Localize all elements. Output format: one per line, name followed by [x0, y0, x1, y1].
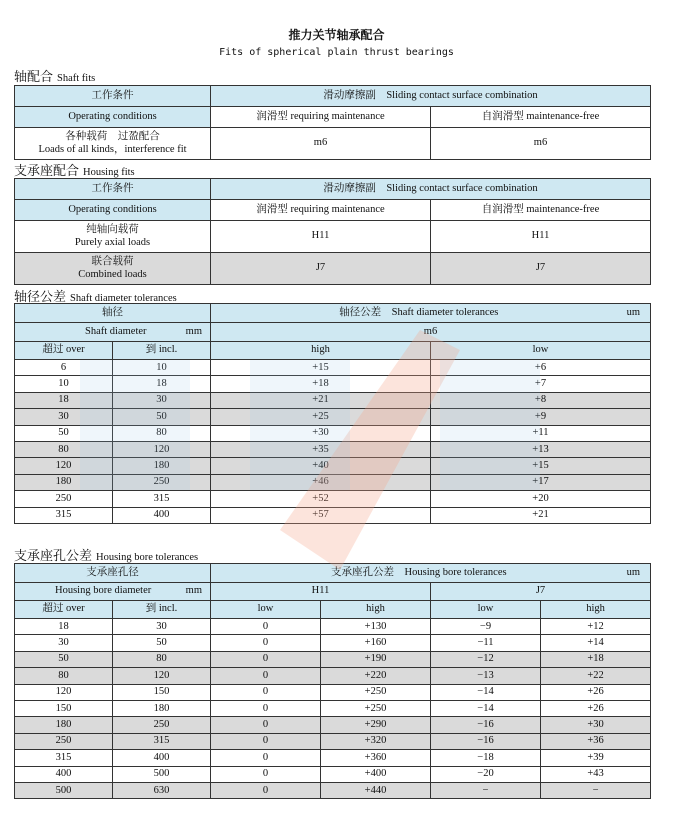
fit-requiring-maintenance: m6	[211, 128, 431, 160]
table-row	[15, 750, 651, 766]
tolerance-unit: um	[626, 306, 640, 318]
h11-high-cell: +250	[321, 700, 431, 716]
table-row	[15, 491, 651, 507]
over-cell: 250	[15, 491, 113, 507]
page-title: 推力关节轴承配合	[288, 28, 385, 42]
incl-cell: 30	[113, 619, 211, 635]
incl-cell: 10	[113, 360, 211, 376]
over-cell: 80	[15, 668, 113, 684]
high-cell: +57	[211, 507, 431, 523]
low-cell: +17	[431, 474, 651, 490]
j7-high-cell: +43	[541, 766, 651, 782]
table-row	[15, 409, 651, 425]
over-cell: 30	[15, 409, 113, 425]
j7-low-cell: −13	[431, 668, 541, 684]
low-cell: +7	[431, 376, 651, 392]
over-cell: 400	[15, 766, 113, 782]
j7-high-cell: +14	[541, 635, 651, 651]
condition-cn: 联合载荷	[91, 256, 134, 268]
low-cell: +13	[431, 441, 651, 457]
high-cell: +52	[211, 491, 431, 507]
table-row	[15, 221, 651, 253]
maintenance-free-header: 自润滑型 maintenance-free	[431, 107, 651, 128]
h11-low-cell: 0	[211, 684, 321, 700]
fit-requiring-maintenance: H11	[211, 221, 431, 253]
high-cell: +18	[211, 376, 431, 392]
housing-fits-heading	[14, 160, 135, 179]
table-row	[15, 668, 651, 684]
incl-cell: 315	[113, 733, 211, 749]
j7-low-cell: −	[431, 782, 541, 798]
high-cell: +15	[211, 360, 431, 376]
over-cell: 500	[15, 782, 113, 798]
over-cell: 18	[15, 619, 113, 635]
maintenance-free-header: 自润滑型 maintenance-free	[431, 200, 651, 221]
low-cell: +11	[431, 425, 651, 441]
table-row	[15, 360, 651, 376]
housing-fits-table	[14, 178, 651, 285]
table-row	[15, 253, 651, 285]
incl-cell: 630	[113, 782, 211, 798]
grade-j7: J7	[431, 583, 651, 601]
high-cell: +46	[211, 474, 431, 490]
table-row	[15, 376, 651, 392]
h11-high-cell: +360	[321, 750, 431, 766]
over-cell: 50	[15, 651, 113, 667]
heading-cn: 支承座配合	[14, 163, 80, 178]
h11-high-cell: +440	[321, 782, 431, 798]
incl-cell: 500	[113, 766, 211, 782]
shaft-diameter-cn: 轴径	[15, 304, 211, 323]
incl-cell: 250	[113, 474, 211, 490]
incl-cell: 18	[113, 376, 211, 392]
requiring-maintenance-header: 润滑型 requiring maintenance	[211, 107, 431, 128]
table-row	[15, 766, 651, 782]
high-header: high	[211, 342, 431, 360]
operating-conditions-en: Operating conditions	[15, 107, 211, 128]
table-row	[15, 684, 651, 700]
diameter-label: Housing bore diameter	[55, 585, 152, 597]
table-row	[15, 507, 651, 523]
j7-low-cell: −14	[431, 700, 541, 716]
incl-cell: 120	[113, 441, 211, 457]
condition-cn: 各种载荷 过盈配合	[65, 131, 160, 143]
high-cell: +35	[211, 441, 431, 457]
h11-high-cell: +250	[321, 684, 431, 700]
incl-header: 到 incl.	[113, 342, 211, 360]
high-cell: +25	[211, 409, 431, 425]
page-subtitle: Fits of spherical plain thrust bearings	[219, 47, 454, 58]
condition-cn: 纯轴向载荷	[86, 224, 139, 236]
housing-bore-en	[15, 583, 211, 601]
fit-maintenance-free: H11	[431, 221, 651, 253]
j7-high-cell: +26	[541, 700, 651, 716]
h11-high-cell: +320	[321, 733, 431, 749]
low-cell: +20	[431, 491, 651, 507]
h11-low-cell: 0	[211, 750, 321, 766]
incl-cell: 180	[113, 700, 211, 716]
h11-high-cell: +160	[321, 635, 431, 651]
j7-low-cell: −16	[431, 717, 541, 733]
table-row	[15, 700, 651, 716]
table-row	[15, 635, 651, 651]
incl-cell: 315	[113, 491, 211, 507]
table-header-row	[15, 200, 651, 221]
table-header-row	[15, 304, 651, 323]
h11-low-cell: 0	[211, 635, 321, 651]
over-header: 超过 over	[15, 601, 113, 619]
table-header-row	[15, 583, 651, 601]
h11-high-cell: +130	[321, 619, 431, 635]
condition-cell	[15, 221, 211, 253]
heading-en: Shaft fits	[57, 73, 96, 84]
diameter-label: Shaft diameter	[85, 325, 147, 337]
j7-high-header: high	[541, 601, 651, 619]
tolerance-label: 支承座孔公差 Housing bore tolerances	[331, 566, 507, 578]
diameter-unit: mm	[185, 585, 202, 597]
table-header-row	[15, 342, 651, 360]
j7-low-header: low	[431, 601, 541, 619]
low-cell: +15	[431, 458, 651, 474]
fit-maintenance-free: m6	[431, 128, 651, 160]
incl-cell: 80	[113, 651, 211, 667]
j7-low-cell: −14	[431, 684, 541, 700]
over-cell: 150	[15, 700, 113, 716]
j7-low-cell: −12	[431, 651, 541, 667]
j7-low-cell: −16	[431, 733, 541, 749]
fit-maintenance-free: J7	[431, 253, 651, 285]
h11-low-cell: 0	[211, 782, 321, 798]
over-cell: 6	[15, 360, 113, 376]
table-row	[15, 425, 651, 441]
j7-low-cell: −18	[431, 750, 541, 766]
over-cell: 50	[15, 425, 113, 441]
h11-high-cell: +290	[321, 717, 431, 733]
tolerance-header	[211, 564, 651, 583]
over-cell: 30	[15, 635, 113, 651]
incl-header: 到 incl.	[113, 601, 211, 619]
tolerance-label: 轴径公差 Shaft diameter tolerances	[339, 306, 499, 318]
low-cell: +9	[431, 409, 651, 425]
over-cell: 315	[15, 507, 113, 523]
table-header-row	[15, 601, 651, 619]
j7-high-cell: +12	[541, 619, 651, 635]
h11-low-cell: 0	[211, 651, 321, 667]
j7-low-cell: −20	[431, 766, 541, 782]
table-row	[15, 392, 651, 408]
incl-cell: 50	[113, 635, 211, 651]
condition-en: Purely axial loads	[74, 236, 151, 248]
h11-low-cell: 0	[211, 733, 321, 749]
housing-bore-cn: 支承座孔径	[15, 564, 211, 583]
low-cell: +8	[431, 392, 651, 408]
table-header-row	[15, 86, 651, 107]
h11-high-cell: +400	[321, 766, 431, 782]
over-cell: 250	[15, 733, 113, 749]
table-header-row	[15, 179, 651, 200]
incl-cell: 50	[113, 409, 211, 425]
operating-conditions-cn: 工作条件	[15, 179, 211, 200]
table-header-row	[15, 564, 651, 583]
incl-cell: 150	[113, 684, 211, 700]
h11-low-cell: 0	[211, 668, 321, 684]
j7-high-cell: +39	[541, 750, 651, 766]
incl-cell: 30	[113, 392, 211, 408]
operating-conditions-cn: 工作条件	[15, 86, 211, 107]
shaft-fits-table	[14, 85, 651, 160]
j7-low-cell: −11	[431, 635, 541, 651]
shaft-diameter-en	[15, 323, 211, 342]
heading-en: Shaft diameter tolerances	[70, 293, 177, 304]
j7-high-cell: +36	[541, 733, 651, 749]
heading-cn: 轴径公差	[14, 289, 67, 304]
tolerance-unit: um	[626, 566, 641, 578]
shaft-fits-heading	[14, 66, 95, 85]
over-cell: 120	[15, 684, 113, 700]
over-cell: 315	[15, 750, 113, 766]
over-cell: 10	[15, 376, 113, 392]
low-cell: +21	[431, 507, 651, 523]
incl-cell: 180	[113, 458, 211, 474]
j7-low-cell: −9	[431, 619, 541, 635]
over-cell: 18	[15, 392, 113, 408]
heading-en: Housing fits	[83, 167, 135, 178]
table-row	[15, 651, 651, 667]
over-cell: 180	[15, 474, 113, 490]
h11-high-cell: +220	[321, 668, 431, 684]
requiring-maintenance-header: 润滑型 requiring maintenance	[211, 200, 431, 221]
operating-conditions-en: Operating conditions	[15, 200, 211, 221]
condition-cell	[15, 128, 211, 160]
j7-high-cell: +22	[541, 668, 651, 684]
diameter-unit: mm	[185, 325, 202, 337]
shaft-tolerance-table	[14, 303, 651, 524]
housing-tolerance-heading	[14, 545, 198, 564]
table-row	[15, 441, 651, 457]
incl-cell: 80	[113, 425, 211, 441]
h11-low-cell: 0	[211, 619, 321, 635]
low-cell: +6	[431, 360, 651, 376]
housing-tolerance-table	[14, 563, 651, 799]
condition-en: Loads of all kinds，interference fit	[38, 143, 187, 155]
table-row	[15, 717, 651, 733]
h11-low-cell: 0	[211, 700, 321, 716]
heading-cn: 支承座孔公差	[14, 548, 93, 563]
j7-high-cell: +30	[541, 717, 651, 733]
tolerance-grade: m6	[211, 323, 651, 342]
table-row	[15, 619, 651, 635]
low-header: low	[431, 342, 651, 360]
table-row	[15, 782, 651, 798]
table-row	[15, 733, 651, 749]
over-cell: 180	[15, 717, 113, 733]
heading-cn: 轴配合	[14, 69, 54, 84]
h11-high-header: high	[321, 601, 431, 619]
h11-low-header: low	[211, 601, 321, 619]
j7-high-cell: −	[541, 782, 651, 798]
heading-en: Housing bore tolerances	[96, 552, 199, 563]
incl-cell: 250	[113, 717, 211, 733]
table-row	[15, 458, 651, 474]
h11-low-cell: 0	[211, 766, 321, 782]
j7-high-cell: +18	[541, 651, 651, 667]
over-cell: 120	[15, 458, 113, 474]
sliding-combination-header: 滑动摩擦副 Sliding contact surface combination	[211, 179, 651, 200]
incl-cell: 120	[113, 668, 211, 684]
table-row	[15, 128, 651, 160]
condition-en: Combined loads	[78, 268, 147, 280]
h11-high-cell: +190	[321, 651, 431, 667]
over-header: 超过 over	[15, 342, 113, 360]
fit-requiring-maintenance: J7	[211, 253, 431, 285]
incl-cell: 400	[113, 750, 211, 766]
grade-h11: H11	[211, 583, 431, 601]
over-cell: 80	[15, 441, 113, 457]
incl-cell: 400	[113, 507, 211, 523]
sliding-combination-header: 滑动摩擦副 Sliding contact surface combination	[211, 86, 651, 107]
table-row	[15, 474, 651, 490]
high-cell: +21	[211, 392, 431, 408]
h11-low-cell: 0	[211, 717, 321, 733]
table-header-row	[15, 107, 651, 128]
tolerance-header	[211, 304, 651, 323]
high-cell: +40	[211, 458, 431, 474]
table-header-row	[15, 323, 651, 342]
j7-high-cell: +26	[541, 684, 651, 700]
condition-cell	[15, 253, 211, 285]
high-cell: +30	[211, 425, 431, 441]
